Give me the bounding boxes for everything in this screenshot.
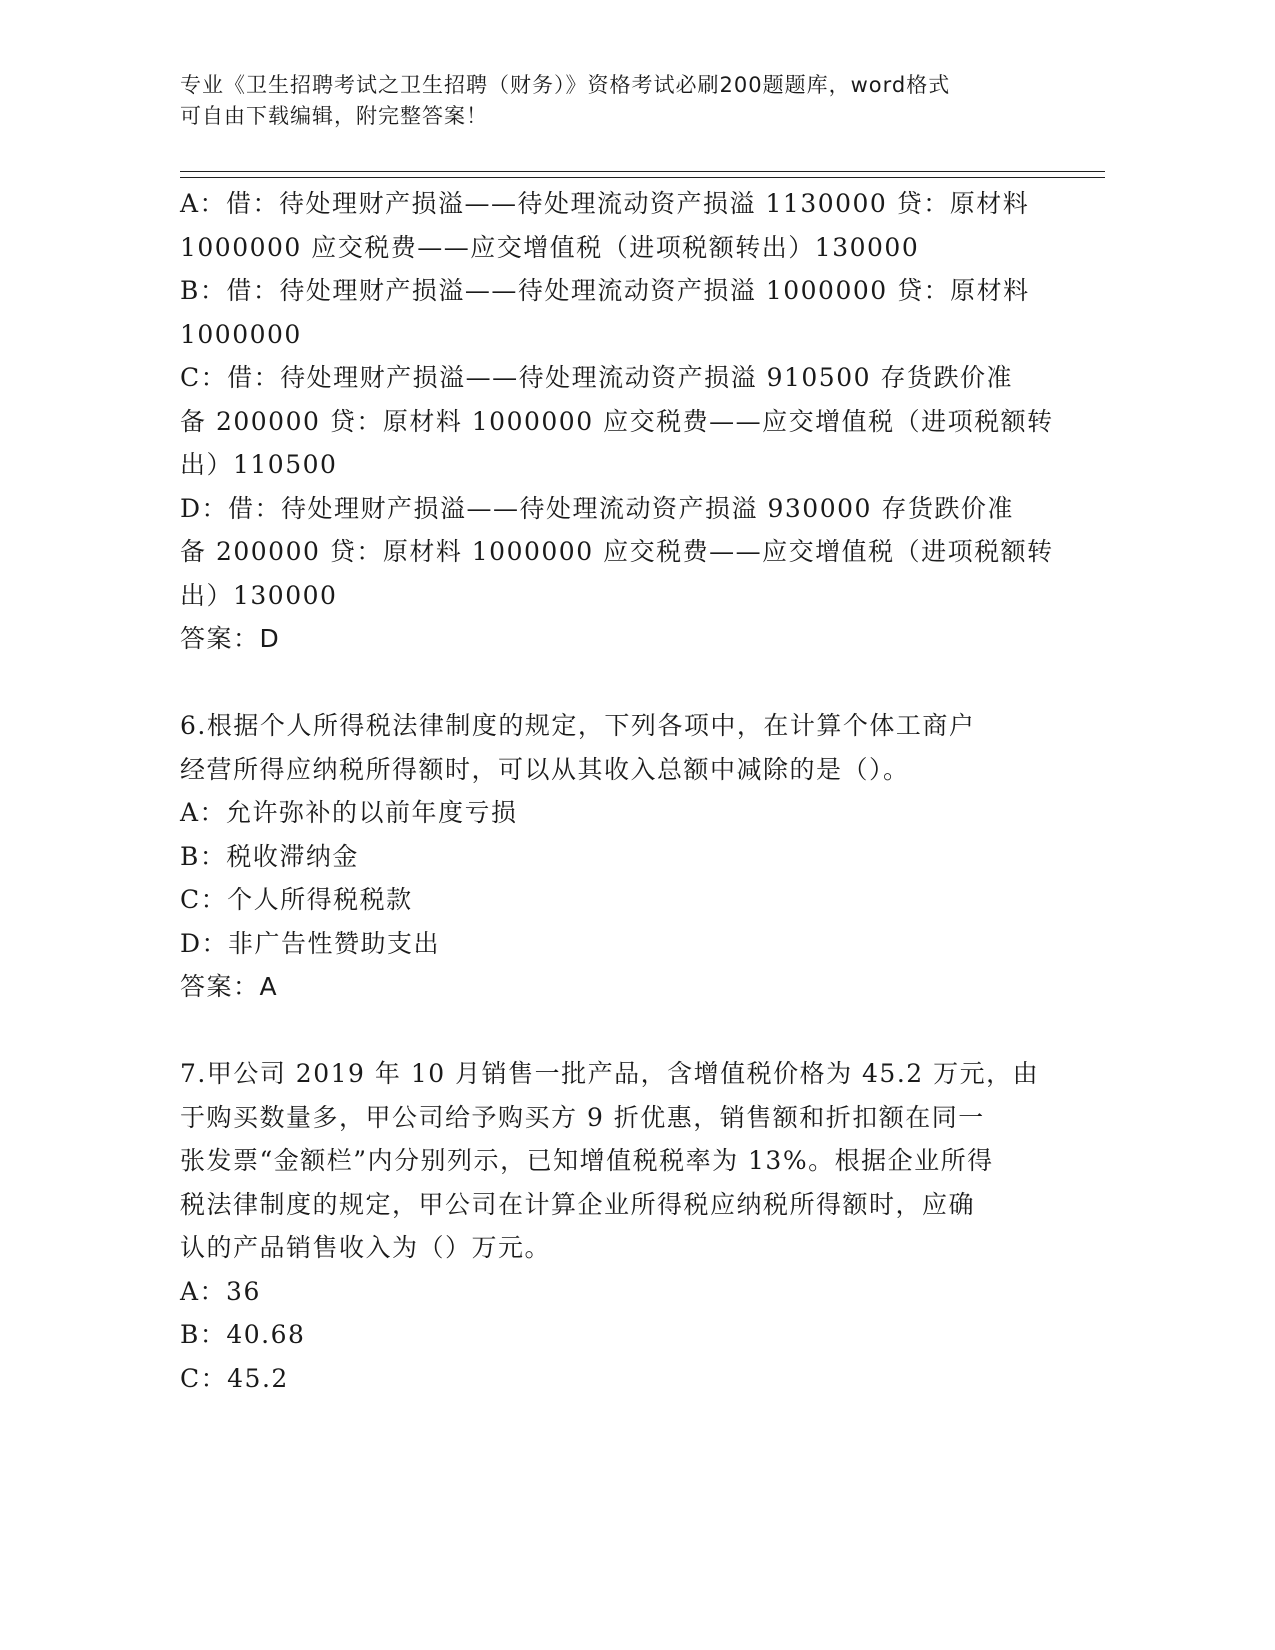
question-spacer bbox=[180, 1009, 1050, 1053]
header-title-line-1: 专业《卫生招聘考试之卫生招聘（财务）》资格考试必刷200题题库，word格式 bbox=[180, 73, 951, 97]
q7-option-c: C：45.2 bbox=[180, 1363, 289, 1393]
header-divider-top bbox=[180, 171, 1105, 172]
q5-option-a-line-2: 1000000 应交税费——应交增值税（进项税额转出）130000 bbox=[180, 232, 920, 262]
q5-option-d-line-1: D：借：待处理财产损溢——待处理流动资产损溢 930000 存货跌价准 bbox=[180, 493, 1014, 523]
document-body bbox=[180, 182, 1054, 1400]
q7-option-a: A：36 bbox=[180, 1276, 261, 1306]
q6-answer: 答案：A bbox=[180, 972, 279, 1001]
q5-option-b-line-2: 1000000 bbox=[180, 319, 302, 349]
header-title-line-2: 可自由下载编辑，附完整答案！ bbox=[180, 104, 488, 128]
q7-stem-line-1: 7.甲公司 2019 年 10 月销售一批产品，含增值税价格为 45.2 万元，由 bbox=[180, 1059, 1040, 1088]
document-header bbox=[180, 70, 1040, 132]
question-spacer bbox=[180, 661, 1050, 705]
q7-stem-line-4: 税法律制度的规定，甲公司在计算企业所得税应纳税所得额时，应确 bbox=[180, 1189, 976, 1219]
question-6 bbox=[180, 704, 1050, 1009]
q5-option-d-line-2: 备 200000 贷：原材料 1000000 应交税费——应交增值税（进项税额转 bbox=[180, 537, 1054, 566]
header-divider-bottom bbox=[180, 177, 1105, 178]
q5-option-b-line-1: B：借：待处理财产损溢——待处理流动资产损溢 1000000 贷：原材料 bbox=[180, 276, 1030, 305]
q5-option-a-line-1: A：借：待处理财产损溢——待处理流动资产损溢 1130000 贷：原材料 bbox=[180, 189, 1030, 218]
q6-option-a: A：允许弥补的以前年度亏损 bbox=[180, 798, 518, 827]
q5-option-c-line-3: 出）110500 bbox=[180, 450, 338, 479]
question-5-options bbox=[180, 182, 1054, 661]
q5-answer: 答案：D bbox=[180, 624, 281, 653]
q6-option-d: D：非广告性赞助支出 bbox=[180, 928, 441, 958]
question-7 bbox=[180, 1052, 1050, 1400]
q6-stem-line-1: 6.根据个人所得税法律制度的规定，下列各项中，在计算个体工商户 bbox=[180, 711, 976, 740]
q7-stem-line-3: 张发票“金额栏”内分别列示，已知增值税税率为 13%。根据企业所得 bbox=[180, 1146, 994, 1175]
q5-option-d-line-3: 出）130000 bbox=[180, 580, 338, 610]
q5-option-c-line-2: 备 200000 贷：原材料 1000000 应交税费——应交增值税（进项税额转 bbox=[180, 406, 1054, 436]
q5-option-c-line-1: C：借：待处理财产损溢——待处理流动资产损溢 910500 存货跌价准 bbox=[180, 363, 1013, 392]
q6-stem-line-2: 经营所得应纳税所得额时，可以从其收入总额中减除的是（）。 bbox=[180, 754, 910, 784]
q7-stem-line-2: 于购买数量多，甲公司给予购买方 9 折优惠，销售额和折扣额在同一 bbox=[180, 1102, 985, 1132]
q7-option-b: B：40.68 bbox=[180, 1320, 306, 1349]
q6-option-b: B：税收滞纳金 bbox=[180, 841, 359, 871]
q6-option-c: C：个人所得税税款 bbox=[180, 885, 413, 914]
q7-stem-line-5: 认的产品销售收入为（）万元。 bbox=[180, 1233, 552, 1262]
